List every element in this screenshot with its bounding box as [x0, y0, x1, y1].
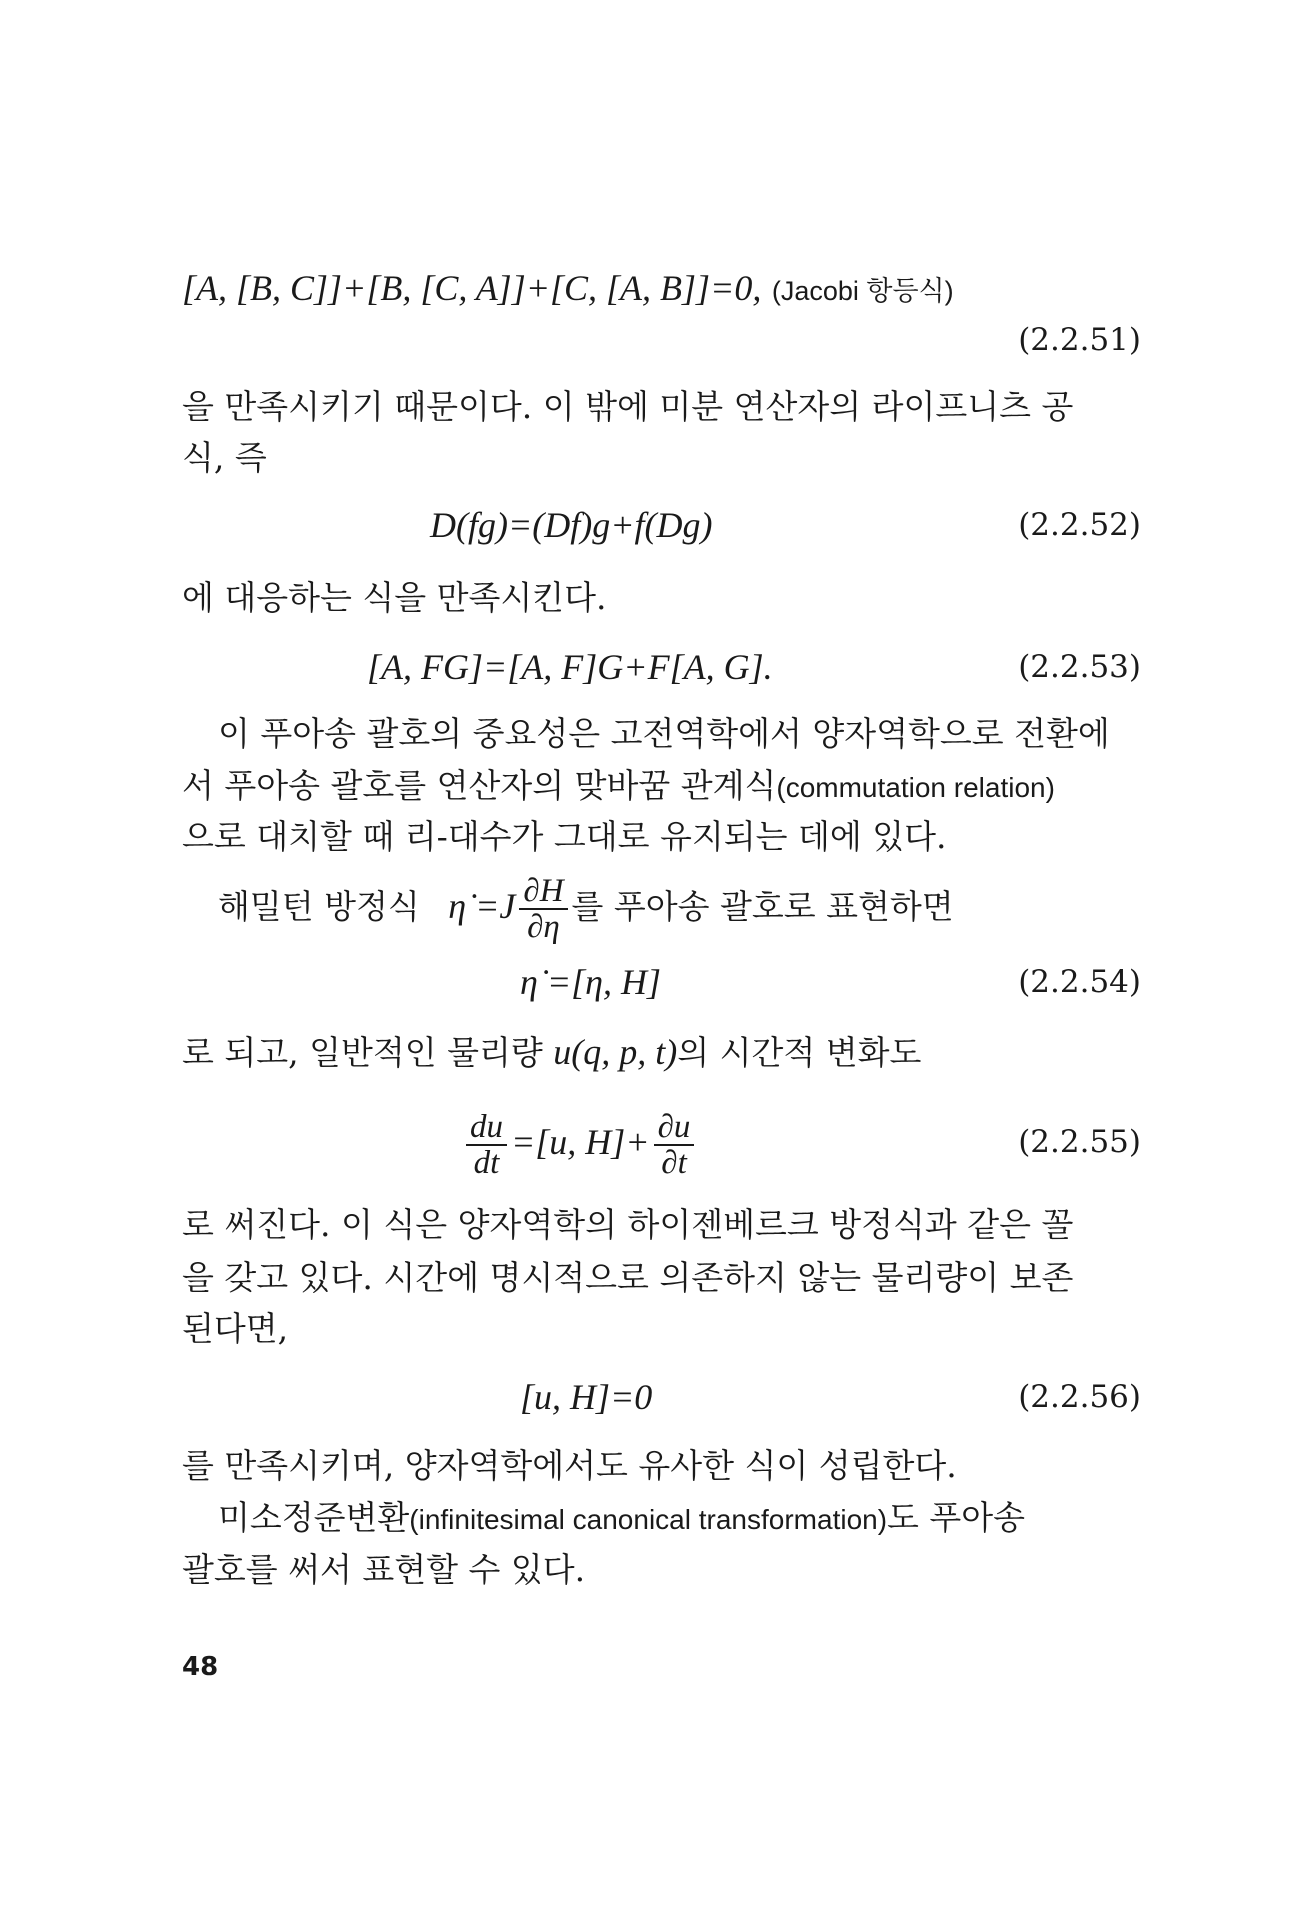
time-evolution-equation — [462, 1102, 698, 1182]
du-dt-denominator: dt — [473, 1145, 500, 1181]
conservation-equation — [520, 1375, 652, 1420]
paragraph-6-line-3: 된다면, — [182, 1309, 289, 1348]
leibniz-expression: D(fg)=(Df)g+f(Dg) — [430, 505, 713, 545]
paragraph-1-line-2: 식, 즉 — [182, 438, 267, 477]
time-evolution-middle: =[u, H]+ — [511, 1122, 650, 1162]
paragraph-6-line-1: 로 써진다. 이 식은 양자역학의 하이젠베르크 방정식과 같은 꼴 — [182, 1205, 1074, 1244]
paragraph-3-line-3: 으로 대치할 때 리-대수가 그대로 유지되는 데에 있다. — [182, 817, 947, 856]
equation-number-2-2-51: (2.2.51) — [1018, 322, 1141, 358]
equation-number-2-2-56: (2.2.56) — [1018, 1379, 1141, 1415]
equation-number-2-2-53: (2.2.53) — [1018, 649, 1141, 685]
hamilton-fraction-denominator: ∂η — [527, 909, 560, 945]
equation-number-2-2-54: (2.2.54) — [1018, 964, 1141, 1000]
hamilton-poisson-equation — [520, 960, 661, 1005]
paragraph-8-korean-b: 도 푸아송 — [887, 1498, 1026, 1537]
paragraph-8-line-2: 괄호를 써서 표현할 수 있다. — [182, 1550, 586, 1589]
du-dt-fraction — [466, 1110, 507, 1180]
hamilton-fraction — [519, 874, 567, 944]
paragraph-7-line-1: 를 만족시키며, 양자역학에서도 유사한 식이 성립한다. — [182, 1446, 957, 1485]
conservation-expression: [u, H]=0 — [520, 1377, 653, 1417]
paragraph-5-math: u(q, p, t) — [553, 1032, 678, 1072]
paragraph-3-line-1: 이 푸아송 괄호의 중요성은 고전역학에서 양자역학으로 전환에 — [218, 714, 1110, 753]
paragraph-1-line-1: 을 만족시키기 때문이다. 이 밖에 미분 연산자의 라이프니츠 공 — [182, 387, 1074, 426]
commutator-product-equation — [367, 645, 773, 690]
jacobi-note: (Jacobi 항등식) — [771, 276, 954, 306]
jacobi-identity-equation — [182, 266, 954, 313]
hamilton-suffix: 를 푸아송 괄호로 표현하면 — [571, 887, 954, 926]
partial-u-t-fraction — [654, 1110, 695, 1180]
paragraph-3-line-2-korean: 서 푸아송 괄호를 연산자의 맞바꿈 관계식 — [182, 766, 777, 805]
paragraph-5-suffix: 의 시간적 변화도 — [677, 1033, 922, 1072]
paragraph-5-prefix: 로 되고, 일반적인 물리량 — [182, 1033, 543, 1072]
hamilton-lhs: η̇ =J — [448, 886, 516, 926]
paragraph-3-line-2 — [182, 764, 1142, 810]
paragraph-8-line-1 — [218, 1496, 1142, 1542]
jacobi-expression: [A, [B, C]]+[B, [C, A]]+[C, [A, B]]=0, — [182, 268, 762, 308]
equation-number-2-2-55: (2.2.55) — [1018, 1124, 1141, 1160]
paragraph-3-line-2-latin: (commutation relation) — [776, 772, 1055, 803]
hamilton-fraction-numerator: ∂H — [519, 874, 567, 910]
paragraph-4-line-1 — [218, 866, 1142, 946]
hamilton-prefix: 해밀턴 방정식 — [218, 887, 420, 926]
paragraph-8-korean-a: 미소정준변환 — [218, 1498, 410, 1537]
paragraph-5-line-1 — [182, 1030, 1142, 1075]
commutator-product-expression: [A, FG]=[A, F]G+F[A, G]. — [367, 647, 773, 687]
partial-u-t-numerator: ∂u — [654, 1110, 695, 1146]
hamilton-poisson-expression: η̇ =[η, H] — [520, 962, 662, 1002]
paragraph-6-line-2: 을 갖고 있다. 시간에 명시적으로 의존하지 않는 물리량이 보존 — [182, 1258, 1074, 1297]
paragraph-8-latin: (infinitesimal canonical transformation) — [409, 1504, 888, 1535]
page-number: 48 — [182, 1652, 219, 1682]
leibniz-equation — [430, 503, 713, 548]
equation-number-2-2-52: (2.2.52) — [1018, 507, 1141, 543]
paragraph-2-line-1: 에 대응하는 식을 만족시킨다. — [182, 578, 607, 617]
du-dt-numerator: du — [466, 1110, 507, 1146]
partial-u-t-denominator: ∂t — [661, 1145, 687, 1181]
